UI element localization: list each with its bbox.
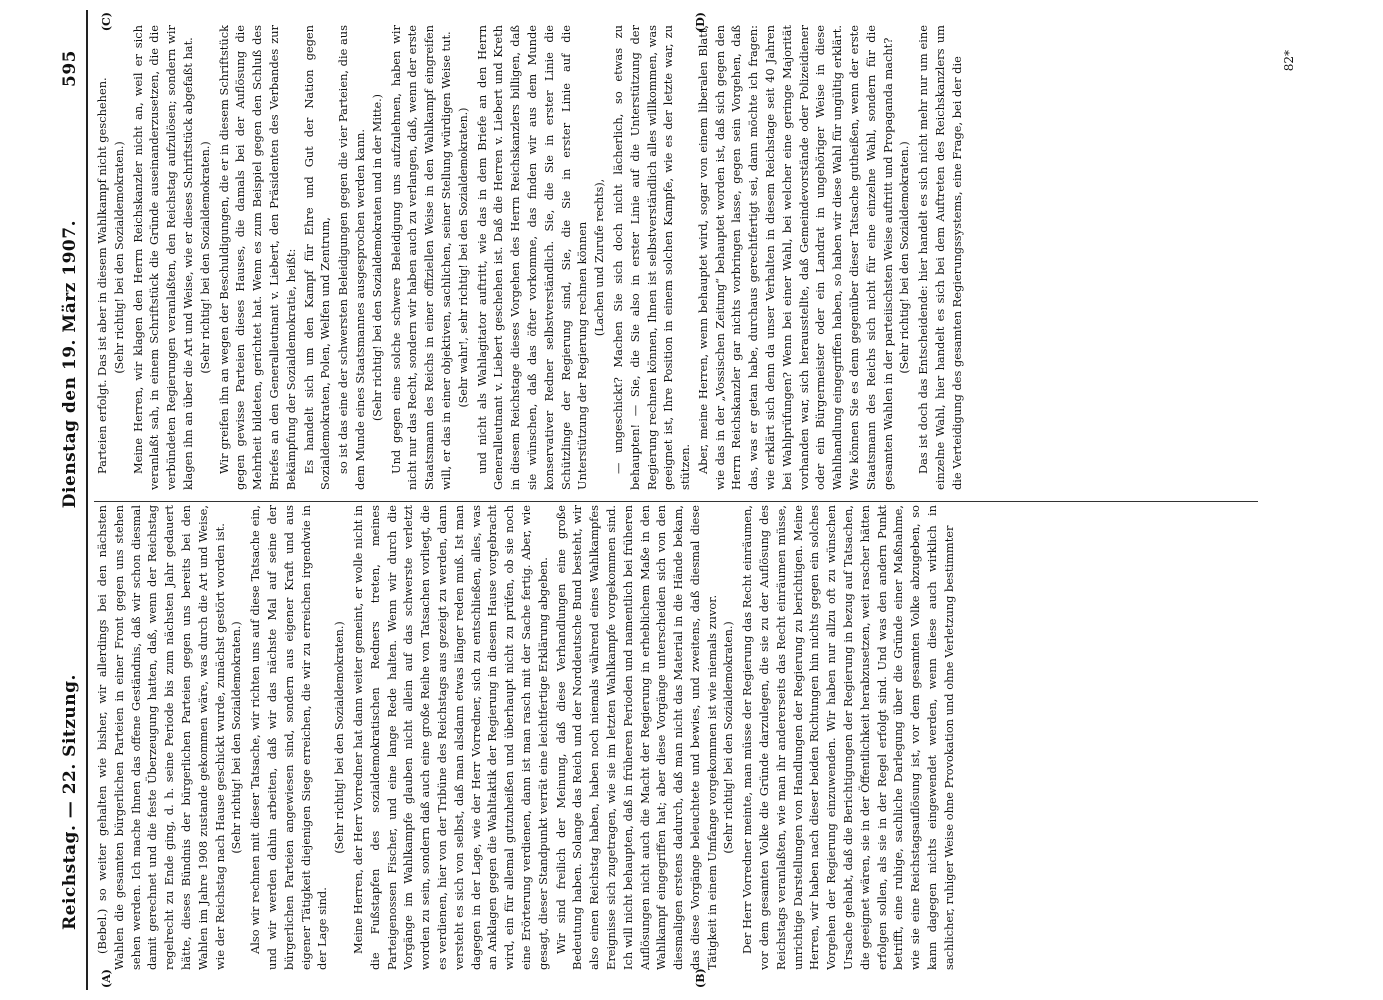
margin-mark-a: (A) (100, 969, 113, 988)
footer-number: 82* (1282, 50, 1296, 72)
margin-mark-c: (C) (100, 12, 113, 32)
header-rule (86, 10, 88, 990)
header-left: Reichstag. — 22. Sitzung. (60, 674, 80, 930)
paragraph: Es handelt sich um den Kampf für Ehre und Gut der Nation gegen Sozialdemokraten, Polen, Welfen und Zentrum, (301, 25, 333, 490)
page-number: 595 (60, 50, 80, 87)
margin-mark-b: (B) (694, 968, 707, 988)
stage-direction: (Sehr richtig! bei den Sozialdemokraten.) (898, 141, 912, 374)
stage-direction: (Sehr richtig! bei den Sozialdemokraten.) (722, 621, 736, 854)
paragraph: Der Herr Vorredner meinte, man müsse der Regierung das Recht einräumen, vor dem gesamten Volke die Gründe darzulegen, die sie zu der Auflösung des Reichstags veranlaßten, wie man ihr andererseits das Recht einräumen müsse, unrichtige Darstellungen von Handlungen der Regierung zu berichtigen. Meine Herren, wir haben nach dieser beiden Richtungen hin nichts gegen ein solches Vorgehen der Regierung einzuwenden. Wir haben nur allzu oft zu wünschen Ursache gehabt, daß die Berichtigungen der Regierung in bezug auf Tatsachen, die geeignet wären, sie in der Öffentlichkeit herabzusetzen, weit rascher hätten erfolgen sollen, als sie in der Regel erfolgt sind. Und was den andern Punkt betrifft, eine ruhige, sachliche Darlegung über die Gründe einer Maßnahme, wie sie eine Reichstagsauflösung ist, vor dem gesamten Volke abzugeben, so kann dagegen nichts eingewendet werden, wenn diese auch wirklich in sachlicher, ruhiger Weise ohne Provokation und ohne Verletzung bestimmter (740, 505, 956, 970)
stage-direction: (Sehr wahr!, sehr richtig! bei den Sozialdemokraten.) (456, 107, 470, 408)
stage-direction: (Lachen und Zurufe rechts), (593, 178, 607, 337)
left-column (94, 505, 1298, 970)
paragraph: (Bebel.) so weiter gehalten wie bisher, wir allerdings bei den nächsten Wahlen die gesamten bürgerlichen Parteien in einer Front gegen uns stehen sehen werden. Ich mache Ihnen das offene Geständnis, daß wir schon diesmal damit gerechnet und die feste Überzeugung hatten, daß, wenn der Reichstag regelrecht zu Ende ging, d. h. seine Periode bis zum nächsten Jahr gedauert hätte, dieses Bündnis der bürgerlichen Parteien gegen uns bereits bei den Wahlen im Jahre 1908 zustande gekommen wäre, was durch die Art und Weise, wie der Reichstag nach Hause geschickt wurde, zunächst gestört worden ist. (95, 505, 227, 970)
right-column (94, 25, 1298, 490)
stage-direction: (Sehr richtig! bei den Sozialdemokraten.) (198, 141, 212, 374)
paragraph: Wir greifen ihn an wegen der Beschuldigungen, die er in diesem Schriftstück gegen gewisse Parteien dieses Hauses, die damals bei der Auflösung die Mehrheit bildeten, gerichtet hat. Wenn es zum Beispiel gegen den Schluß des Briefes an den Generalleutnant v. Liebert, den Präsidenten des Verbandes zur Bekämpfung der Sozialdemokratie, heißt: (216, 25, 298, 490)
paragraph: Also wir rechnen mit dieser Tatsache, wir richten uns auf diese Tatsache ein, und wir werden dahin arbeiten, daß wir das nächste Mal auf seine der bürgerlichen Parteien angewiesen sind, sondern aus eigener Kraft und aus eigener Tätigkeit diejenigen Siege erreichen, die wir zu erreichen irgendwie in der Lage sind. (248, 505, 330, 970)
paragraph: und nicht als Wahlagitator auftritt, wie das in dem Briefe an den Herrn Generalleutnant v. Liebert geschehen ist. Daß die Herren v. Liebert und Kreth in diesem Reichstage dieses Vorgehen des Herrn Reichskanzlers billigen, daß sie wünschen, daß das öfter vorkomme, das finden wir aus dem Munde konservativer Redner selbstverständlich. Sie, die Sie in erster Linie die Schützlinge der Regierung sind, Sie, die Sie in erster Linie auf die Unterstützung der Regierung rechnen können (474, 25, 590, 490)
paragraph: Und gegen eine solche schwere Beleidigung uns aufzulehnen, haben wir nicht nur das Recht, sondern wir haben auch zu verlangen, daß, wenn der erste Staatsmann des Reichs in einer offiziellen Weise in den Wahlkampf eingreifen will, er das in einer objektiven, sachlichen, seiner Stellung würdigen Weise tut. (388, 25, 453, 490)
stage-direction: (Sehr richtig! bei den Sozialdemokraten.) (230, 621, 244, 854)
paragraph: — ungeschickt? Machen Sie sich doch nicht lächerlich, so etwas zu behaupten! — Sie, die Sie also in erster Linie auf die Unterstützung der Regierung rechnen können, Ihnen ist selbstverständlich alles willkommen, was geeignet ist, Ihre Position in einem solchen Kampfe, wie es der letzte war, zu stützen. (610, 25, 693, 490)
paragraph: so ist das eine der schwersten Beleidigungen gegen die vier Parteien, die aus dem Munde eines Staatsmannes ausgesprochen werden kann. (336, 25, 367, 490)
paragraph: Parteien erfolgt. Das ist aber in diesem Wahlkampf nicht geschehen. (95, 77, 109, 474)
page-header (58, 10, 88, 990)
paragraph: Aber, meine Herren, wenn behauptet wird, sogar von einem liberalen Blatt, wie das in der „Vossischen Zeitung“ behauptet worden ist, daß sich gegen den Herrn Reichskanzler gar nichts vorbringen lasse, gegen sein Vorgehen, daß das, was er getan habe, durchaus gerechtfertigt sei, dann möchte ich fragen: wie erklärt sich denn da unser Verhalten in diesem Reichstage seit 40 Jahren bei Wahlprüfungen? Wenn bei einer Wahl, bei welcher eine geringe Majorität vorhanden war, sich herausstellte, daß Gemeindevorstände oder Polizeidiener oder ein Bürgermeister oder ein Landrat in ungehöriger Weise in diese Wahlhandlung eingegriffen haben, so haben wir diese Wahl für ungültig erklärt. Wie können Sie es denn gegenüber dieser Tatsache gutheißen, wenn der erste Staatsmann des Reichs sich nicht für eine einzelne Wahl, sondern für die gesamten Wahlen in der parteiischsten Weise auftritt und Propaganda macht? (695, 25, 895, 490)
header-right: Dienstag den 19. März 1907. (60, 220, 80, 509)
paragraph: Wir sind freilich der Meinung, daß diese Verhandlungen eine große Bedeutung haben. Solange das Reich und der Norddeutsche Bund besteht, wir also einen Reichstag haben, haben noch niemals während eines Wahlkampfes Ereignisse sich zugetragen, wie sie im letzten Wahlkampfe vorgekommen sind. Ich will nicht behaupten, daß in früheren Perioden und namentlich bei früheren Auflösungen nicht auch die Macht der Regierung in erheblichem Maße in den Wahlkampf eingegriffen hat; aber diese Vorgänge unterscheiden sich von den diesmaligen erstens dadurch, daß man nicht das Material in die Hände bekam, das diese Vorgänge beleuchtete und bewies, und zweitens, daß diesmal diese Tätigkeit in einem Umfange vorgekommen ist wie niemals zuvor. (553, 505, 719, 970)
margin-mark-d: (D) (694, 12, 707, 32)
stage-direction: (Sehr richtig! bei den Sozialdemokraten.) (112, 141, 126, 374)
column-divider (94, 501, 1258, 502)
paragraph: Das ist doch das Entscheidende: hier handelt es sich nicht mehr nur um eine einzelne Wahl, hier handelt es sich bei dem Auftreten des Reichskanzlers um die Verteidigung des gesamten Regierungssystems, eine Frage, bei der die (916, 25, 964, 490)
paragraph: Meine Herren, der Herr Vorredner hat dann weiter gemeint, er wolle nicht in die Fußstapfen des sozialdemokratischen Redners treten, meines Parteigenossen Fischer, und eine lange Rede halten. Wenn wir durch die Vorgänge im Wahlkampfe glauben nicht allein auf das schwerste verletzt worden zu sein, sondern daß auch eine große Reihe von Tatsachen vorliegt, die es verdienen, hier von der Tribüne des Reichstags aus gezeigt zu werden, dann versteht es sich von selbst, daß man alsdann etwas länger reden muß. Ist man dagegen in der Lage, wie der Herr Vorredner, sich zu entschließen, alles, was an Anklagen gegen die Wahltaktik der Regierung in diesem Hause vorgebracht wird, ein für allemal gutzuheißen und überhaupt nicht zu prüfen, ob sie noch eine Erörterung verdienen, dann ist man rasch mit der Sache fertig. Aber, wie gesagt, dieser Standpunkt verrät eine leichtfertige Erklärung abgeben. (350, 505, 550, 970)
stage-direction: (Sehr richtig! bei den Sozialdemokraten.) (333, 621, 347, 854)
stage-direction: (Sehr richtig! bei den Sozialdemokraten und in der Mitte.) (370, 94, 384, 421)
paragraph: Meine Herren, wir klagen den Herrn Reichskanzler nicht an, weil er sich veranlaßt sah, in einem Schriftstück die Gründe auseinanderzusetzen, die die verbündeten Regierungen veranlaßten, den Reichstag aufzulösen; sondern wir klagen ihn an über die Art und Weise, wie er dieses Schriftstück abgefaßt hat. (130, 25, 195, 490)
